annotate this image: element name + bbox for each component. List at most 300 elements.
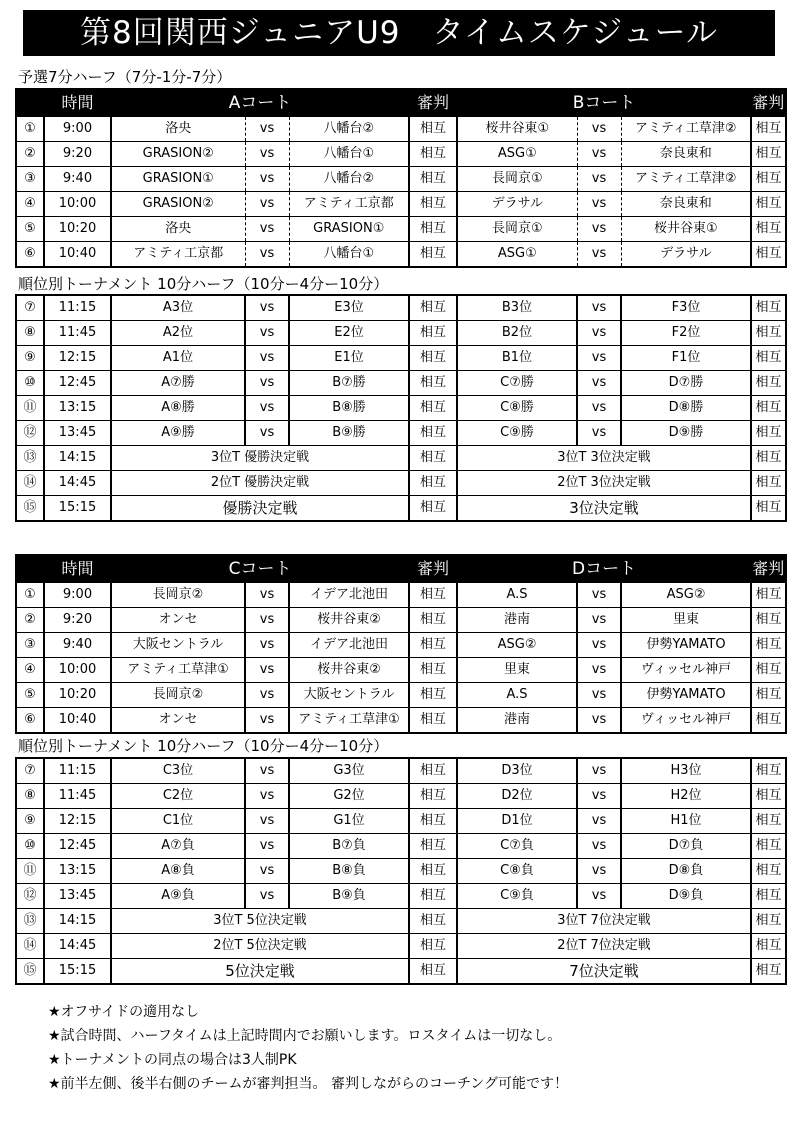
right-team-1: C⑧負 bbox=[457, 859, 577, 884]
match-time: 14:45 bbox=[44, 471, 111, 496]
match-time: 15:15 bbox=[44, 959, 111, 985]
match-row bbox=[16, 658, 786, 683]
right-final-match: 3位T 3位決定戦 bbox=[457, 446, 751, 471]
note-pk: ★トーナメントの同点の場合は3人制PK bbox=[48, 1052, 297, 1068]
vs-label: vs bbox=[577, 708, 621, 734]
vs-label: vs bbox=[577, 834, 621, 859]
right-team-1: D1位 bbox=[457, 809, 577, 834]
match-time: 12:15 bbox=[44, 346, 111, 371]
match-row bbox=[16, 683, 786, 708]
left-final-match: 5位決定戦 bbox=[111, 959, 409, 985]
match-time: 13:15 bbox=[44, 859, 111, 884]
right-team-1: 長岡京① bbox=[457, 217, 577, 242]
referee-right: 相互 bbox=[751, 446, 786, 471]
left-final-match: 2位T 優勝決定戦 bbox=[111, 471, 409, 496]
header-row bbox=[16, 555, 786, 583]
left-team-1: A3位 bbox=[111, 295, 245, 321]
final-row bbox=[16, 959, 786, 985]
referee-left: 相互 bbox=[409, 142, 457, 167]
referee-right: 相互 bbox=[751, 421, 786, 446]
referee-right: 相互 bbox=[751, 242, 786, 268]
left-team-2: 八幡台② bbox=[289, 167, 409, 192]
referee-right: 相互 bbox=[751, 884, 786, 909]
right-team-1: A.S bbox=[457, 583, 577, 608]
right-team-1: C⑨負 bbox=[457, 884, 577, 909]
ab-prelim-table bbox=[15, 88, 787, 268]
match-row bbox=[16, 217, 786, 242]
referee-left: 相互 bbox=[409, 909, 457, 934]
right-team-2: ヴィッセル神戸 bbox=[621, 708, 751, 734]
match-time: 11:15 bbox=[44, 295, 111, 321]
vs-label: vs bbox=[245, 421, 289, 446]
header-time: 時間 bbox=[44, 555, 111, 583]
vs-label: vs bbox=[245, 346, 289, 371]
vs-label: vs bbox=[577, 608, 621, 633]
final-row bbox=[16, 909, 786, 934]
right-team-2: D⑦勝 bbox=[621, 371, 751, 396]
match-time: 9:20 bbox=[44, 608, 111, 633]
match-time: 10:00 bbox=[44, 658, 111, 683]
right-team-2: アミティ工草津② bbox=[621, 167, 751, 192]
left-team-2: 桜井谷東② bbox=[289, 608, 409, 633]
ab-tourney-table bbox=[15, 294, 787, 522]
referee-left: 相互 bbox=[409, 396, 457, 421]
header-referee-left: 審判 bbox=[409, 555, 457, 583]
match-number: ⑮ bbox=[16, 496, 44, 522]
match-number: ⑮ bbox=[16, 959, 44, 985]
referee-left: 相互 bbox=[409, 321, 457, 346]
vs-label: vs bbox=[577, 295, 621, 321]
left-team-1: 長岡京② bbox=[111, 583, 245, 608]
vs-label: vs bbox=[577, 658, 621, 683]
referee-right: 相互 bbox=[751, 959, 786, 985]
right-team-1: ASG① bbox=[457, 142, 577, 167]
left-team-2: B⑧負 bbox=[289, 859, 409, 884]
match-number: ⑫ bbox=[16, 884, 44, 909]
vs-label: vs bbox=[245, 784, 289, 809]
referee-right: 相互 bbox=[751, 658, 786, 683]
match-row bbox=[16, 784, 786, 809]
vs-label: vs bbox=[577, 117, 621, 142]
match-time: 9:00 bbox=[44, 583, 111, 608]
left-team-1: オンセ bbox=[111, 708, 245, 734]
vs-label: vs bbox=[577, 583, 621, 608]
referee-right: 相互 bbox=[751, 321, 786, 346]
match-number: ⑤ bbox=[16, 217, 44, 242]
left-team-2: G3位 bbox=[289, 758, 409, 784]
match-row bbox=[16, 192, 786, 217]
referee-right: 相互 bbox=[751, 633, 786, 658]
left-team-1: 洛央 bbox=[111, 117, 245, 142]
right-team-1: B3位 bbox=[457, 295, 577, 321]
right-team-1: ASG② bbox=[457, 633, 577, 658]
vs-label: vs bbox=[245, 321, 289, 346]
match-row bbox=[16, 809, 786, 834]
right-team-1: ASG① bbox=[457, 242, 577, 268]
vs-label: vs bbox=[577, 758, 621, 784]
match-row bbox=[16, 321, 786, 346]
right-team-2: D⑨勝 bbox=[621, 421, 751, 446]
referee-left: 相互 bbox=[409, 708, 457, 734]
left-team-2: B⑨勝 bbox=[289, 421, 409, 446]
match-number: ① bbox=[16, 583, 44, 608]
header-referee-right: 審判 bbox=[751, 89, 786, 117]
final-row bbox=[16, 496, 786, 522]
vs-label: vs bbox=[245, 371, 289, 396]
vs-label: vs bbox=[577, 346, 621, 371]
left-team-2: 桜井谷東② bbox=[289, 658, 409, 683]
referee-left: 相互 bbox=[409, 471, 457, 496]
right-team-2: D⑦負 bbox=[621, 834, 751, 859]
left-team-2: アミティ工京都 bbox=[289, 192, 409, 217]
referee-left: 相互 bbox=[409, 758, 457, 784]
vs-label: vs bbox=[245, 758, 289, 784]
left-team-2: E3位 bbox=[289, 295, 409, 321]
left-team-1: A⑨負 bbox=[111, 884, 245, 909]
referee-left: 相互 bbox=[409, 117, 457, 142]
referee-left: 相互 bbox=[409, 934, 457, 959]
left-team-2: アミティ工草津① bbox=[289, 708, 409, 734]
left-team-1: 洛央 bbox=[111, 217, 245, 242]
left-team-2: 八幡台① bbox=[289, 142, 409, 167]
referee-left: 相互 bbox=[409, 583, 457, 608]
match-time: 9:20 bbox=[44, 142, 111, 167]
match-time: 9:40 bbox=[44, 633, 111, 658]
right-team-1: D2位 bbox=[457, 784, 577, 809]
match-row bbox=[16, 371, 786, 396]
right-team-2: F3位 bbox=[621, 295, 751, 321]
right-team-2: F2位 bbox=[621, 321, 751, 346]
left-team-2: G1位 bbox=[289, 809, 409, 834]
referee-right: 相互 bbox=[751, 909, 786, 934]
match-number: ⑫ bbox=[16, 421, 44, 446]
left-team-2: イデア北池田 bbox=[289, 583, 409, 608]
match-row bbox=[16, 396, 786, 421]
match-number: ② bbox=[16, 142, 44, 167]
right-team-2: 伊勢YAMATO bbox=[621, 633, 751, 658]
match-number: ⑧ bbox=[16, 784, 44, 809]
match-time: 13:45 bbox=[44, 421, 111, 446]
vs-label: vs bbox=[577, 784, 621, 809]
referee-right: 相互 bbox=[751, 683, 786, 708]
left-team-2: B⑦勝 bbox=[289, 371, 409, 396]
left-team-1: C3位 bbox=[111, 758, 245, 784]
right-team-2: D⑧負 bbox=[621, 859, 751, 884]
cd-tourney-table bbox=[15, 757, 787, 985]
header-courtC: Cコート bbox=[111, 555, 409, 583]
referee-left: 相互 bbox=[409, 834, 457, 859]
right-final-match: 3位決定戦 bbox=[457, 496, 751, 522]
right-team-1: B1位 bbox=[457, 346, 577, 371]
right-team-2: H1位 bbox=[621, 809, 751, 834]
right-team-1: B2位 bbox=[457, 321, 577, 346]
referee-right: 相互 bbox=[751, 859, 786, 884]
left-team-1: 大阪セントラル bbox=[111, 633, 245, 658]
right-team-1: 里東 bbox=[457, 658, 577, 683]
cd-prelim-table bbox=[15, 554, 787, 734]
match-number: ⑨ bbox=[16, 346, 44, 371]
left-team-1: GRASION② bbox=[111, 142, 245, 167]
referee-left: 相互 bbox=[409, 809, 457, 834]
right-final-match: 7位決定戦 bbox=[457, 959, 751, 985]
left-team-1: オンセ bbox=[111, 608, 245, 633]
final-row bbox=[16, 446, 786, 471]
match-row bbox=[16, 633, 786, 658]
match-time: 13:45 bbox=[44, 884, 111, 909]
right-team-2: ASG② bbox=[621, 583, 751, 608]
left-final-match: 2位T 5位決定戦 bbox=[111, 934, 409, 959]
left-team-1: C1位 bbox=[111, 809, 245, 834]
left-final-match: 3位T 優勝決定戦 bbox=[111, 446, 409, 471]
referee-left: 相互 bbox=[409, 658, 457, 683]
left-team-1: C2位 bbox=[111, 784, 245, 809]
match-number: ⑪ bbox=[16, 859, 44, 884]
referee-right: 相互 bbox=[751, 117, 786, 142]
left-team-1: 長岡京② bbox=[111, 683, 245, 708]
vs-label: vs bbox=[245, 859, 289, 884]
left-team-1: アミティ工京都 bbox=[111, 242, 245, 268]
match-number: ⑭ bbox=[16, 934, 44, 959]
vs-label: vs bbox=[577, 809, 621, 834]
note-time: ★試合時間、ハーフタイムは上記時間内でお願いします。ロスタイムは一切なし。 bbox=[48, 1028, 562, 1044]
match-number: ③ bbox=[16, 167, 44, 192]
match-time: 9:40 bbox=[44, 167, 111, 192]
left-team-2: B⑧勝 bbox=[289, 396, 409, 421]
referee-left: 相互 bbox=[409, 217, 457, 242]
left-team-1: A2位 bbox=[111, 321, 245, 346]
match-time: 10:20 bbox=[44, 217, 111, 242]
referee-left: 相互 bbox=[409, 167, 457, 192]
right-team-1: C⑨勝 bbox=[457, 421, 577, 446]
left-final-match: 3位T 5位決定戦 bbox=[111, 909, 409, 934]
right-team-2: 桜井谷東① bbox=[621, 217, 751, 242]
match-time: 11:45 bbox=[44, 784, 111, 809]
vs-label: vs bbox=[577, 421, 621, 446]
vs-label: vs bbox=[245, 396, 289, 421]
right-team-2: D⑧勝 bbox=[621, 396, 751, 421]
referee-left: 相互 bbox=[409, 633, 457, 658]
right-team-1: 桜井谷東① bbox=[457, 117, 577, 142]
vs-label: vs bbox=[577, 633, 621, 658]
left-team-1: A1位 bbox=[111, 346, 245, 371]
vs-label: vs bbox=[245, 295, 289, 321]
referee-right: 相互 bbox=[751, 471, 786, 496]
right-team-2: 奈良東和 bbox=[621, 142, 751, 167]
match-row bbox=[16, 583, 786, 608]
match-row bbox=[16, 884, 786, 909]
match-number: ⑭ bbox=[16, 471, 44, 496]
vs-label: vs bbox=[577, 217, 621, 242]
right-team-1: 港南 bbox=[457, 708, 577, 734]
left-team-2: G2位 bbox=[289, 784, 409, 809]
left-team-2: 大阪セントラル bbox=[289, 683, 409, 708]
right-team-1: C⑦負 bbox=[457, 834, 577, 859]
referee-left: 相互 bbox=[409, 884, 457, 909]
left-team-2: イデア北池田 bbox=[289, 633, 409, 658]
match-time: 10:20 bbox=[44, 683, 111, 708]
vs-label: vs bbox=[245, 683, 289, 708]
match-number: ⑪ bbox=[16, 396, 44, 421]
left-team-1: A⑦負 bbox=[111, 834, 245, 859]
match-number: ⑨ bbox=[16, 809, 44, 834]
match-number: ⑦ bbox=[16, 295, 44, 321]
match-time: 14:45 bbox=[44, 934, 111, 959]
right-team-2: H3位 bbox=[621, 758, 751, 784]
header-row bbox=[16, 89, 786, 117]
vs-label: vs bbox=[577, 884, 621, 909]
match-time: 10:40 bbox=[44, 242, 111, 268]
match-row bbox=[16, 758, 786, 784]
header-referee-right: 審判 bbox=[751, 555, 786, 583]
referee-right: 相互 bbox=[751, 192, 786, 217]
match-time: 12:15 bbox=[44, 809, 111, 834]
match-number: ⑦ bbox=[16, 758, 44, 784]
left-team-1: アミティ工草津① bbox=[111, 658, 245, 683]
right-team-2: 里東 bbox=[621, 608, 751, 633]
right-team-2: 伊勢YAMATO bbox=[621, 683, 751, 708]
referee-left: 相互 bbox=[409, 346, 457, 371]
referee-left: 相互 bbox=[409, 784, 457, 809]
referee-right: 相互 bbox=[751, 784, 786, 809]
referee-right: 相互 bbox=[751, 371, 786, 396]
left-team-1: A⑨勝 bbox=[111, 421, 245, 446]
referee-left: 相互 bbox=[409, 295, 457, 321]
match-time: 14:15 bbox=[44, 909, 111, 934]
match-row bbox=[16, 608, 786, 633]
match-row bbox=[16, 167, 786, 192]
vs-label: vs bbox=[577, 167, 621, 192]
match-number: ⑩ bbox=[16, 834, 44, 859]
vs-label: vs bbox=[245, 658, 289, 683]
match-time: 15:15 bbox=[44, 496, 111, 522]
header-time: 時間 bbox=[44, 89, 111, 117]
referee-right: 相互 bbox=[751, 142, 786, 167]
match-number: ② bbox=[16, 608, 44, 633]
vs-label: vs bbox=[245, 192, 289, 217]
vs-label: vs bbox=[245, 708, 289, 734]
match-number: ⑬ bbox=[16, 909, 44, 934]
right-team-1: A.S bbox=[457, 683, 577, 708]
referee-right: 相互 bbox=[751, 346, 786, 371]
left-team-1: A⑧負 bbox=[111, 859, 245, 884]
referee-right: 相互 bbox=[751, 167, 786, 192]
right-team-1: C⑧勝 bbox=[457, 396, 577, 421]
match-row bbox=[16, 242, 786, 268]
match-time: 9:00 bbox=[44, 117, 111, 142]
left-team-2: GRASION① bbox=[289, 217, 409, 242]
match-row bbox=[16, 859, 786, 884]
right-team-1: デラサル bbox=[457, 192, 577, 217]
header-referee-left: 審判 bbox=[409, 89, 457, 117]
vs-label: vs bbox=[245, 142, 289, 167]
referee-right: 相互 bbox=[751, 708, 786, 734]
right-team-1: D3位 bbox=[457, 758, 577, 784]
vs-label: vs bbox=[577, 192, 621, 217]
match-row bbox=[16, 117, 786, 142]
referee-right: 相互 bbox=[751, 934, 786, 959]
match-number: ④ bbox=[16, 192, 44, 217]
referee-left: 相互 bbox=[409, 608, 457, 633]
left-team-2: E1位 bbox=[289, 346, 409, 371]
left-team-1: GRASION② bbox=[111, 192, 245, 217]
match-time: 10:40 bbox=[44, 708, 111, 734]
vs-label: vs bbox=[245, 809, 289, 834]
match-row bbox=[16, 834, 786, 859]
left-team-2: E2位 bbox=[289, 321, 409, 346]
match-row bbox=[16, 708, 786, 734]
left-team-2: B⑦負 bbox=[289, 834, 409, 859]
right-final-match: 2位T 3位決定戦 bbox=[457, 471, 751, 496]
referee-left: 相互 bbox=[409, 421, 457, 446]
referee-left: 相互 bbox=[409, 683, 457, 708]
vs-label: vs bbox=[245, 834, 289, 859]
match-time: 12:45 bbox=[44, 834, 111, 859]
vs-label: vs bbox=[245, 608, 289, 633]
referee-left: 相互 bbox=[409, 192, 457, 217]
match-row bbox=[16, 421, 786, 446]
page-title: 第8回関西ジュニアU9 タイムスケジュール bbox=[23, 10, 775, 56]
header-courtA: Aコート bbox=[111, 89, 409, 117]
match-number: ⑧ bbox=[16, 321, 44, 346]
match-row bbox=[16, 346, 786, 371]
right-team-2: H2位 bbox=[621, 784, 751, 809]
match-time: 14:15 bbox=[44, 446, 111, 471]
right-team-2: デラサル bbox=[621, 242, 751, 268]
match-number: ⑩ bbox=[16, 371, 44, 396]
vs-label: vs bbox=[245, 633, 289, 658]
referee-left: 相互 bbox=[409, 446, 457, 471]
vs-label: vs bbox=[245, 242, 289, 268]
vs-label: vs bbox=[577, 396, 621, 421]
vs-label: vs bbox=[577, 859, 621, 884]
vs-label: vs bbox=[245, 217, 289, 242]
vs-label: vs bbox=[577, 371, 621, 396]
right-final-match: 2位T 7位決定戦 bbox=[457, 934, 751, 959]
header-num bbox=[16, 555, 44, 583]
right-team-2: 奈良東和 bbox=[621, 192, 751, 217]
notes bbox=[48, 1000, 788, 1096]
right-team-2: D⑨負 bbox=[621, 884, 751, 909]
referee-right: 相互 bbox=[751, 583, 786, 608]
referee-right: 相互 bbox=[751, 834, 786, 859]
vs-label: vs bbox=[245, 583, 289, 608]
vs-label: vs bbox=[577, 242, 621, 268]
match-number: ⑥ bbox=[16, 242, 44, 268]
referee-right: 相互 bbox=[751, 217, 786, 242]
vs-label: vs bbox=[245, 167, 289, 192]
left-team-2: 八幡台① bbox=[289, 242, 409, 268]
vs-label: vs bbox=[245, 117, 289, 142]
match-time: 13:15 bbox=[44, 396, 111, 421]
left-final-match: 優勝決定戦 bbox=[111, 496, 409, 522]
referee-right: 相互 bbox=[751, 758, 786, 784]
right-team-2: F1位 bbox=[621, 346, 751, 371]
referee-left: 相互 bbox=[409, 859, 457, 884]
note-referee: ★前半左側、後半右側のチームが審判担当。 審判しながらのコーチング可能です！ bbox=[48, 1076, 569, 1092]
note-offside: ★オフサイドの適用なし bbox=[48, 1004, 200, 1020]
vs-label: vs bbox=[577, 142, 621, 167]
referee-left: 相互 bbox=[409, 242, 457, 268]
ab-tourney-label: 順位別トーナメント 10分ハーフ（10分ー4分ー10分） bbox=[18, 275, 389, 293]
referee-right: 相互 bbox=[751, 396, 786, 421]
match-number: ① bbox=[16, 117, 44, 142]
match-time: 11:45 bbox=[44, 321, 111, 346]
left-team-1: A⑦勝 bbox=[111, 371, 245, 396]
left-team-1: A⑧勝 bbox=[111, 396, 245, 421]
vs-label: vs bbox=[577, 321, 621, 346]
header-num bbox=[16, 89, 44, 117]
left-team-2: B⑨負 bbox=[289, 884, 409, 909]
